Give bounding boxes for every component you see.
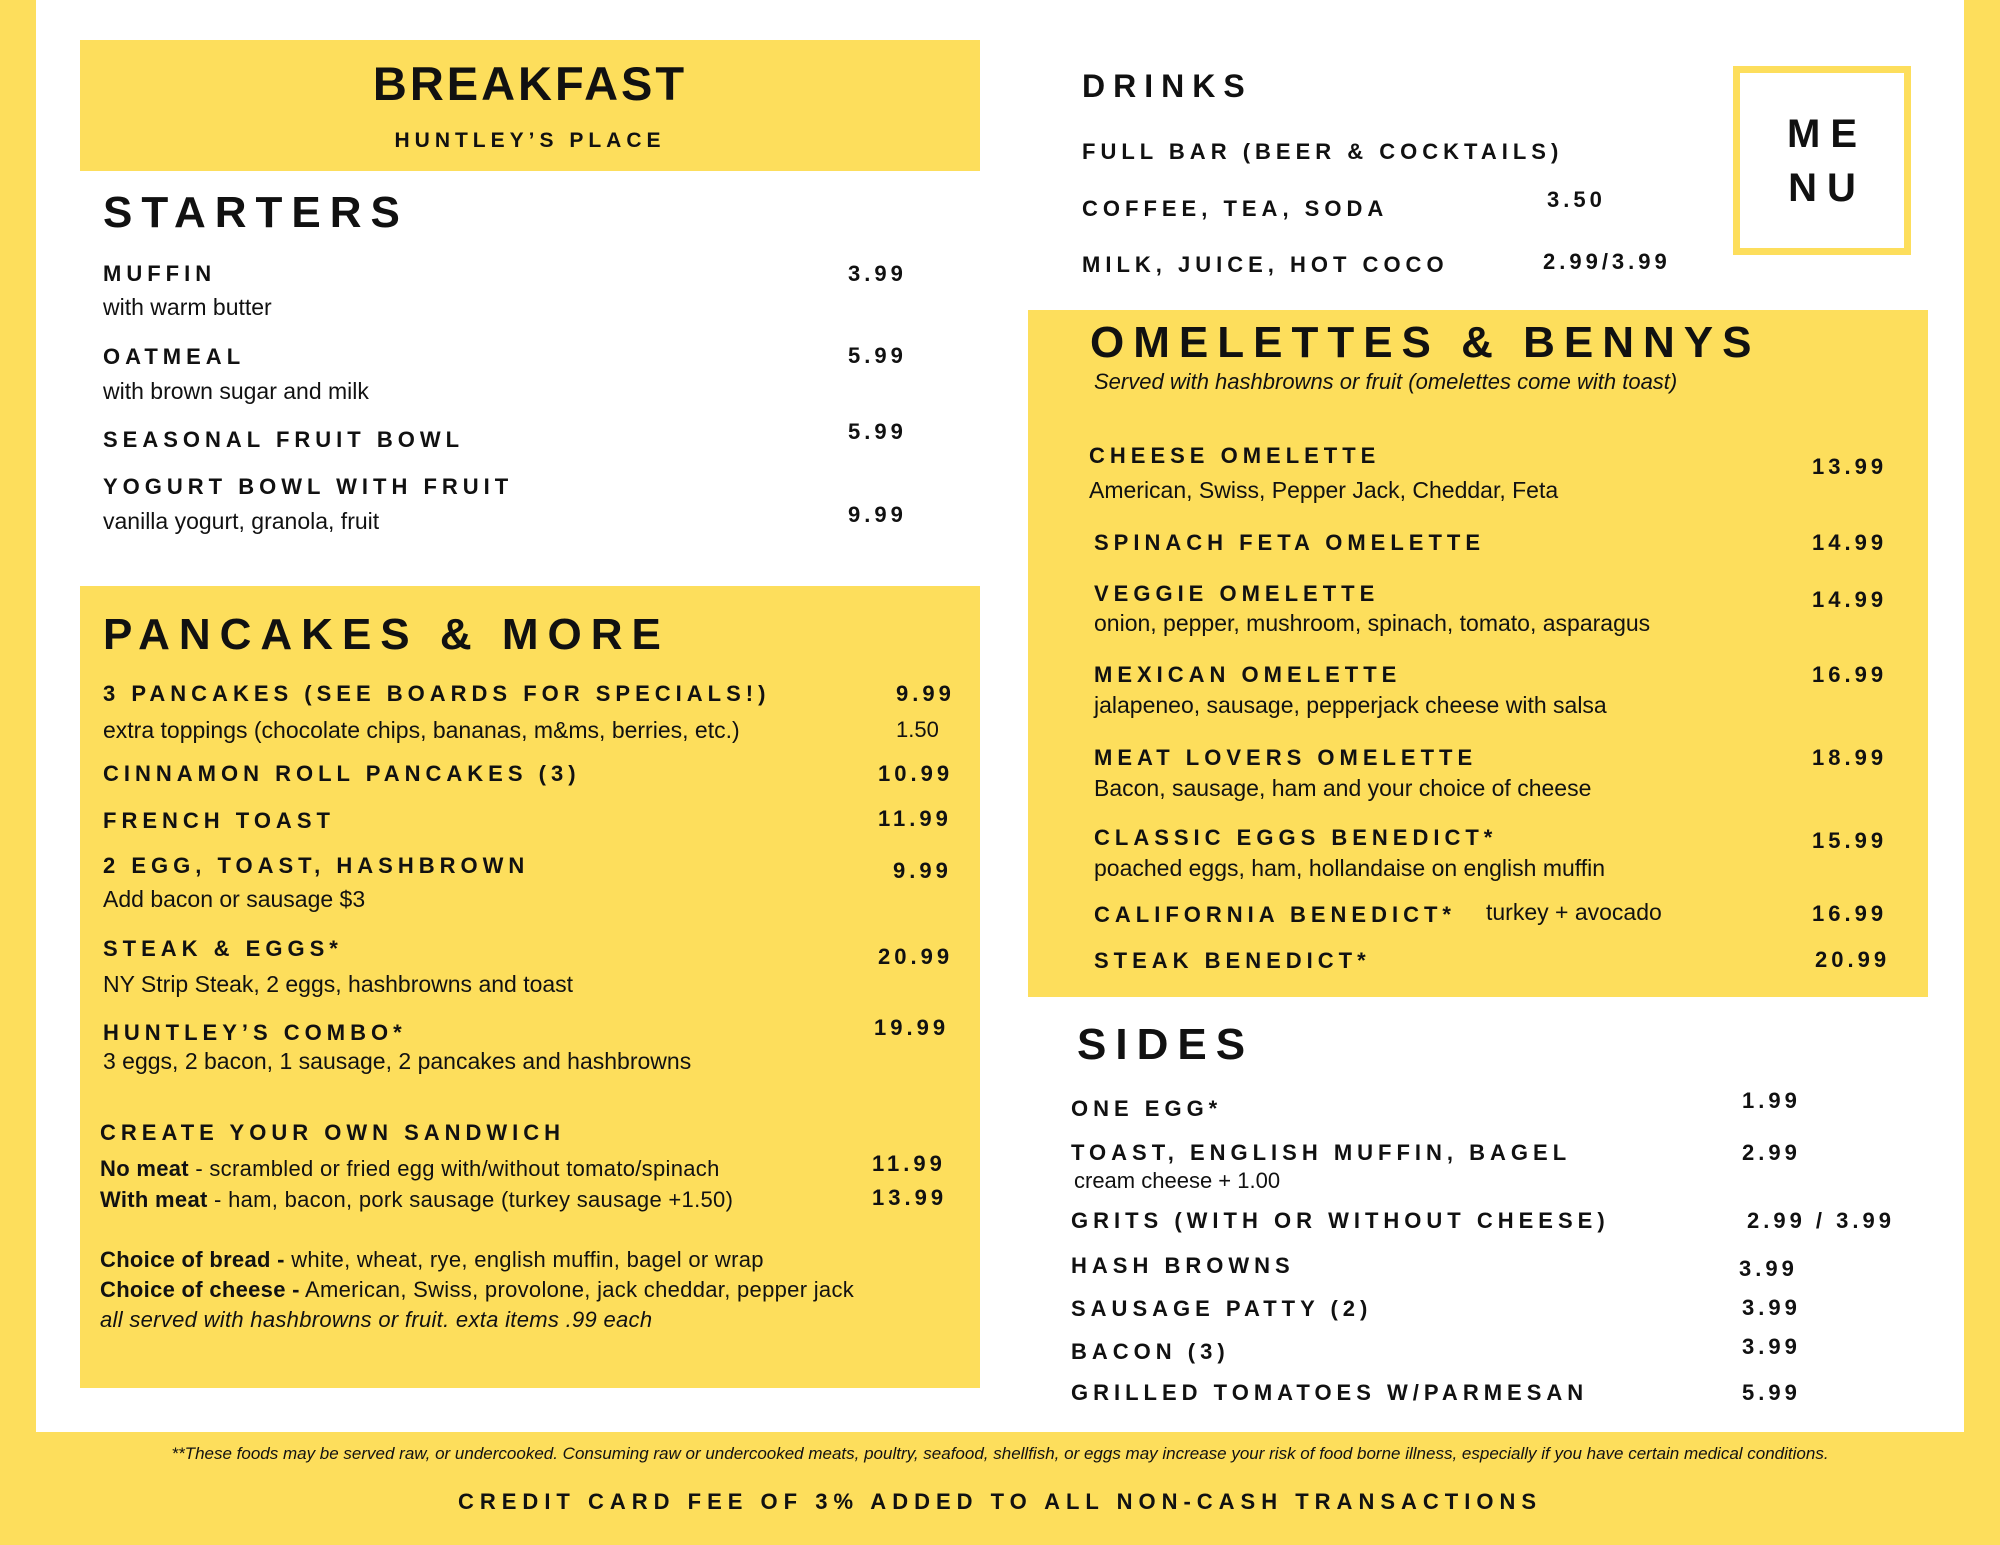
starter-name: YOGURT BOWL WITH FRUIT bbox=[103, 474, 514, 499]
sandwich-with-meat-price: 13.99 bbox=[872, 1185, 948, 1210]
starter-desc: with warm butter bbox=[103, 294, 272, 320]
pancake-item-desc: extra toppings (chocolate chips, bananas, m&ms, berries, etc.) bbox=[103, 717, 740, 743]
starter-price: 9.99 bbox=[848, 502, 907, 527]
sandwich-no-meat-label: No meat bbox=[100, 1156, 189, 1181]
pancake-item-name: 3 PANCAKES (SEE BOARDS FOR SPECIALS!) bbox=[103, 681, 771, 706]
starter-name: MUFFIN bbox=[103, 261, 217, 286]
side-name: GRILLED TOMATOES W/PARMESAN bbox=[1071, 1380, 1589, 1405]
food-safety-disclaimer: **These foods may be served raw, or undercooked. Consuming raw or undercooked meats, poultry, seafood, shellfish, or eggs may increase your risk of food borne illness, especially if you have certain medical conditions. bbox=[171, 1444, 1829, 1463]
starter-desc: with brown sugar and milk bbox=[103, 378, 369, 404]
pancake-item-desc: NY Strip Steak, 2 eggs, hashbrowns and toast bbox=[103, 971, 574, 997]
starters-heading: STARTERS bbox=[103, 188, 409, 237]
side-name: TOAST, ENGLISH MUFFIN, BAGEL bbox=[1071, 1140, 1572, 1165]
sandwich-cheese bbox=[100, 1277, 854, 1303]
pancake-item-name: CINNAMON ROLL PANCAKES (3) bbox=[103, 761, 581, 786]
sandwich-bread bbox=[100, 1247, 764, 1273]
restaurant-name: HUNTLEY’S PLACE bbox=[394, 129, 666, 152]
omelette-desc: jalapeneo, sausage, pepperjack cheese with salsa bbox=[1094, 692, 1607, 718]
side-price: 2.99 / 3.99 bbox=[1747, 1208, 1895, 1233]
sandwich-bread-text: white, wheat, rye, english muffin, bagel or wrap bbox=[284, 1247, 764, 1272]
omelette-price: 14.99 bbox=[1812, 530, 1888, 555]
omelettes-section bbox=[1028, 310, 1928, 997]
omelette-name: SPINACH FETA OMELETTE bbox=[1094, 530, 1485, 555]
omelette-desc: American, Swiss, Pepper Jack, Cheddar, Feta bbox=[1089, 477, 1559, 503]
omelette-desc: Bacon, sausage, ham and your choice of cheese bbox=[1094, 775, 1592, 801]
sides-heading: SIDES bbox=[1077, 1020, 1255, 1069]
starter-price: 3.99 bbox=[848, 261, 907, 286]
omelette-price: 13.99 bbox=[1812, 454, 1888, 479]
sandwich-bread-label: Choice of bread - bbox=[100, 1247, 285, 1272]
side-price: 2.99 bbox=[1742, 1140, 1801, 1165]
drink-name: FULL BAR (BEER & COCKTAILS) bbox=[1082, 139, 1564, 164]
sandwich-cheese-text: American, Swiss, provolone, jack cheddar, pepper jack bbox=[299, 1277, 855, 1302]
omelettes-heading: OMELETTES & BENNYS bbox=[1090, 318, 1761, 367]
sandwich-cheese-label: Choice of cheese - bbox=[100, 1277, 300, 1302]
omelette-desc: onion, pepper, mushroom, spinach, tomato, asparagus bbox=[1094, 610, 1651, 636]
pancake-item-name: 2 EGG, TOAST, HASHBROWN bbox=[103, 853, 530, 878]
side-name: GRITS (WITH OR WITHOUT CHEESE) bbox=[1071, 1208, 1610, 1233]
omelette-name: MEAT LOVERS OMELETTE bbox=[1094, 745, 1478, 770]
side-desc: cream cheese + 1.00 bbox=[1074, 1168, 1281, 1193]
sandwich-note: all served with hashbrowns or fruit. exta items .99 each bbox=[100, 1307, 653, 1332]
drink-price: 3.50 bbox=[1547, 187, 1606, 212]
drink-price: 2.99/3.99 bbox=[1543, 249, 1671, 274]
sandwich-no-meat-price: 11.99 bbox=[872, 1151, 946, 1176]
drinks-heading: DRINKS bbox=[1082, 68, 1253, 104]
sandwich-with-meat bbox=[100, 1187, 733, 1213]
sandwich-with-meat-text: - ham, bacon, pork sausage (turkey sausage +1.50) bbox=[207, 1187, 734, 1212]
drink-name: MILK, JUICE, HOT COCO bbox=[1082, 252, 1449, 277]
side-price: 3.99 bbox=[1742, 1334, 1801, 1359]
omelette-name: CHEESE OMELETTE bbox=[1089, 443, 1381, 468]
side-price: 3.99 bbox=[1742, 1295, 1801, 1320]
pancake-item-price: 10.99 bbox=[878, 761, 954, 786]
sandwich-heading: CREATE YOUR OWN SANDWICH bbox=[100, 1120, 566, 1145]
pancake-item-name: FRENCH TOAST bbox=[103, 808, 335, 833]
side-name: ONE EGG* bbox=[1071, 1096, 1223, 1121]
starter-name: OATMEAL bbox=[103, 344, 246, 369]
sandwich-with-meat-label: With meat bbox=[100, 1187, 208, 1212]
omelette-price: 20.99 bbox=[1815, 947, 1891, 972]
omelette-name: CALIFORNIA BENEDICT* bbox=[1094, 902, 1456, 927]
omelette-price: 18.99 bbox=[1812, 745, 1888, 770]
side-price: 5.99 bbox=[1742, 1380, 1801, 1405]
side-name: SAUSAGE PATTY (2) bbox=[1071, 1296, 1373, 1321]
omelette-price: 16.99 bbox=[1812, 901, 1888, 926]
menu-logo-box bbox=[1733, 66, 1911, 255]
starter-desc: vanilla yogurt, granola, fruit bbox=[103, 508, 380, 534]
menu-logo-line2: NU bbox=[1788, 166, 1866, 210]
omelette-price: 15.99 bbox=[1812, 828, 1888, 853]
side-price: 3.99 bbox=[1739, 1256, 1798, 1281]
omelette-price: 14.99 bbox=[1812, 587, 1888, 612]
pancake-item-price: 20.99 bbox=[878, 944, 954, 969]
pancake-item-desc: Add bacon or sausage $3 bbox=[103, 886, 366, 912]
starter-price: 5.99 bbox=[848, 419, 907, 444]
side-name: BACON (3) bbox=[1071, 1339, 1230, 1364]
starter-name: SEASONAL FRUIT BOWL bbox=[103, 427, 465, 452]
side-name: HASH BROWNS bbox=[1071, 1253, 1295, 1278]
pancake-item-price: 9.99 bbox=[893, 858, 952, 883]
credit-card-fee-notice: CREDIT CARD FEE OF 3% ADDED TO ALL NON-CASH TRANSACTIONS bbox=[457, 1489, 1543, 1514]
pancake-item-name: HUNTLEY’S COMBO* bbox=[103, 1020, 407, 1045]
side-price: 1.99 bbox=[1742, 1088, 1801, 1113]
omelette-desc: poached eggs, ham, hollandaise on english muffin bbox=[1094, 855, 1606, 881]
pancake-toppings-price: 1.50 bbox=[896, 717, 939, 742]
sandwich-no-meat bbox=[100, 1156, 720, 1182]
starter-price: 5.99 bbox=[848, 343, 907, 368]
omelette-name: VEGGIE OMELETTE bbox=[1094, 581, 1380, 606]
omelette-name: CLASSIC EGGS BENEDICT* bbox=[1094, 825, 1498, 850]
omelette-name: STEAK BENEDICT* bbox=[1094, 948, 1371, 973]
omelette-name: MEXICAN OMELETTE bbox=[1094, 662, 1402, 687]
pancake-item-price: 11.99 bbox=[878, 806, 952, 831]
pancakes-heading: PANCAKES & MORE bbox=[103, 610, 670, 659]
omelette-price: 16.99 bbox=[1812, 662, 1888, 687]
pancake-item-desc: 3 eggs, 2 bacon, 1 sausage, 2 pancakes and hashbrowns bbox=[103, 1048, 692, 1074]
drink-name: COFFEE, TEA, SODA bbox=[1082, 196, 1389, 221]
sandwich-no-meat-text: - scrambled or fried egg with/without tomato/spinach bbox=[188, 1156, 720, 1181]
pancake-item-price: 19.99 bbox=[874, 1015, 950, 1040]
omelettes-subheading: Served with hashbrowns or fruit (omelettes come with toast) bbox=[1094, 369, 1678, 394]
omelette-desc: turkey + avocado bbox=[1486, 899, 1662, 925]
menu-logo-line1: ME bbox=[1787, 112, 1867, 156]
pancake-item-name: STEAK & EGGS* bbox=[103, 936, 343, 961]
menu-title: BREAKFAST bbox=[372, 57, 688, 110]
pancake-item-price: 9.99 bbox=[896, 681, 955, 706]
